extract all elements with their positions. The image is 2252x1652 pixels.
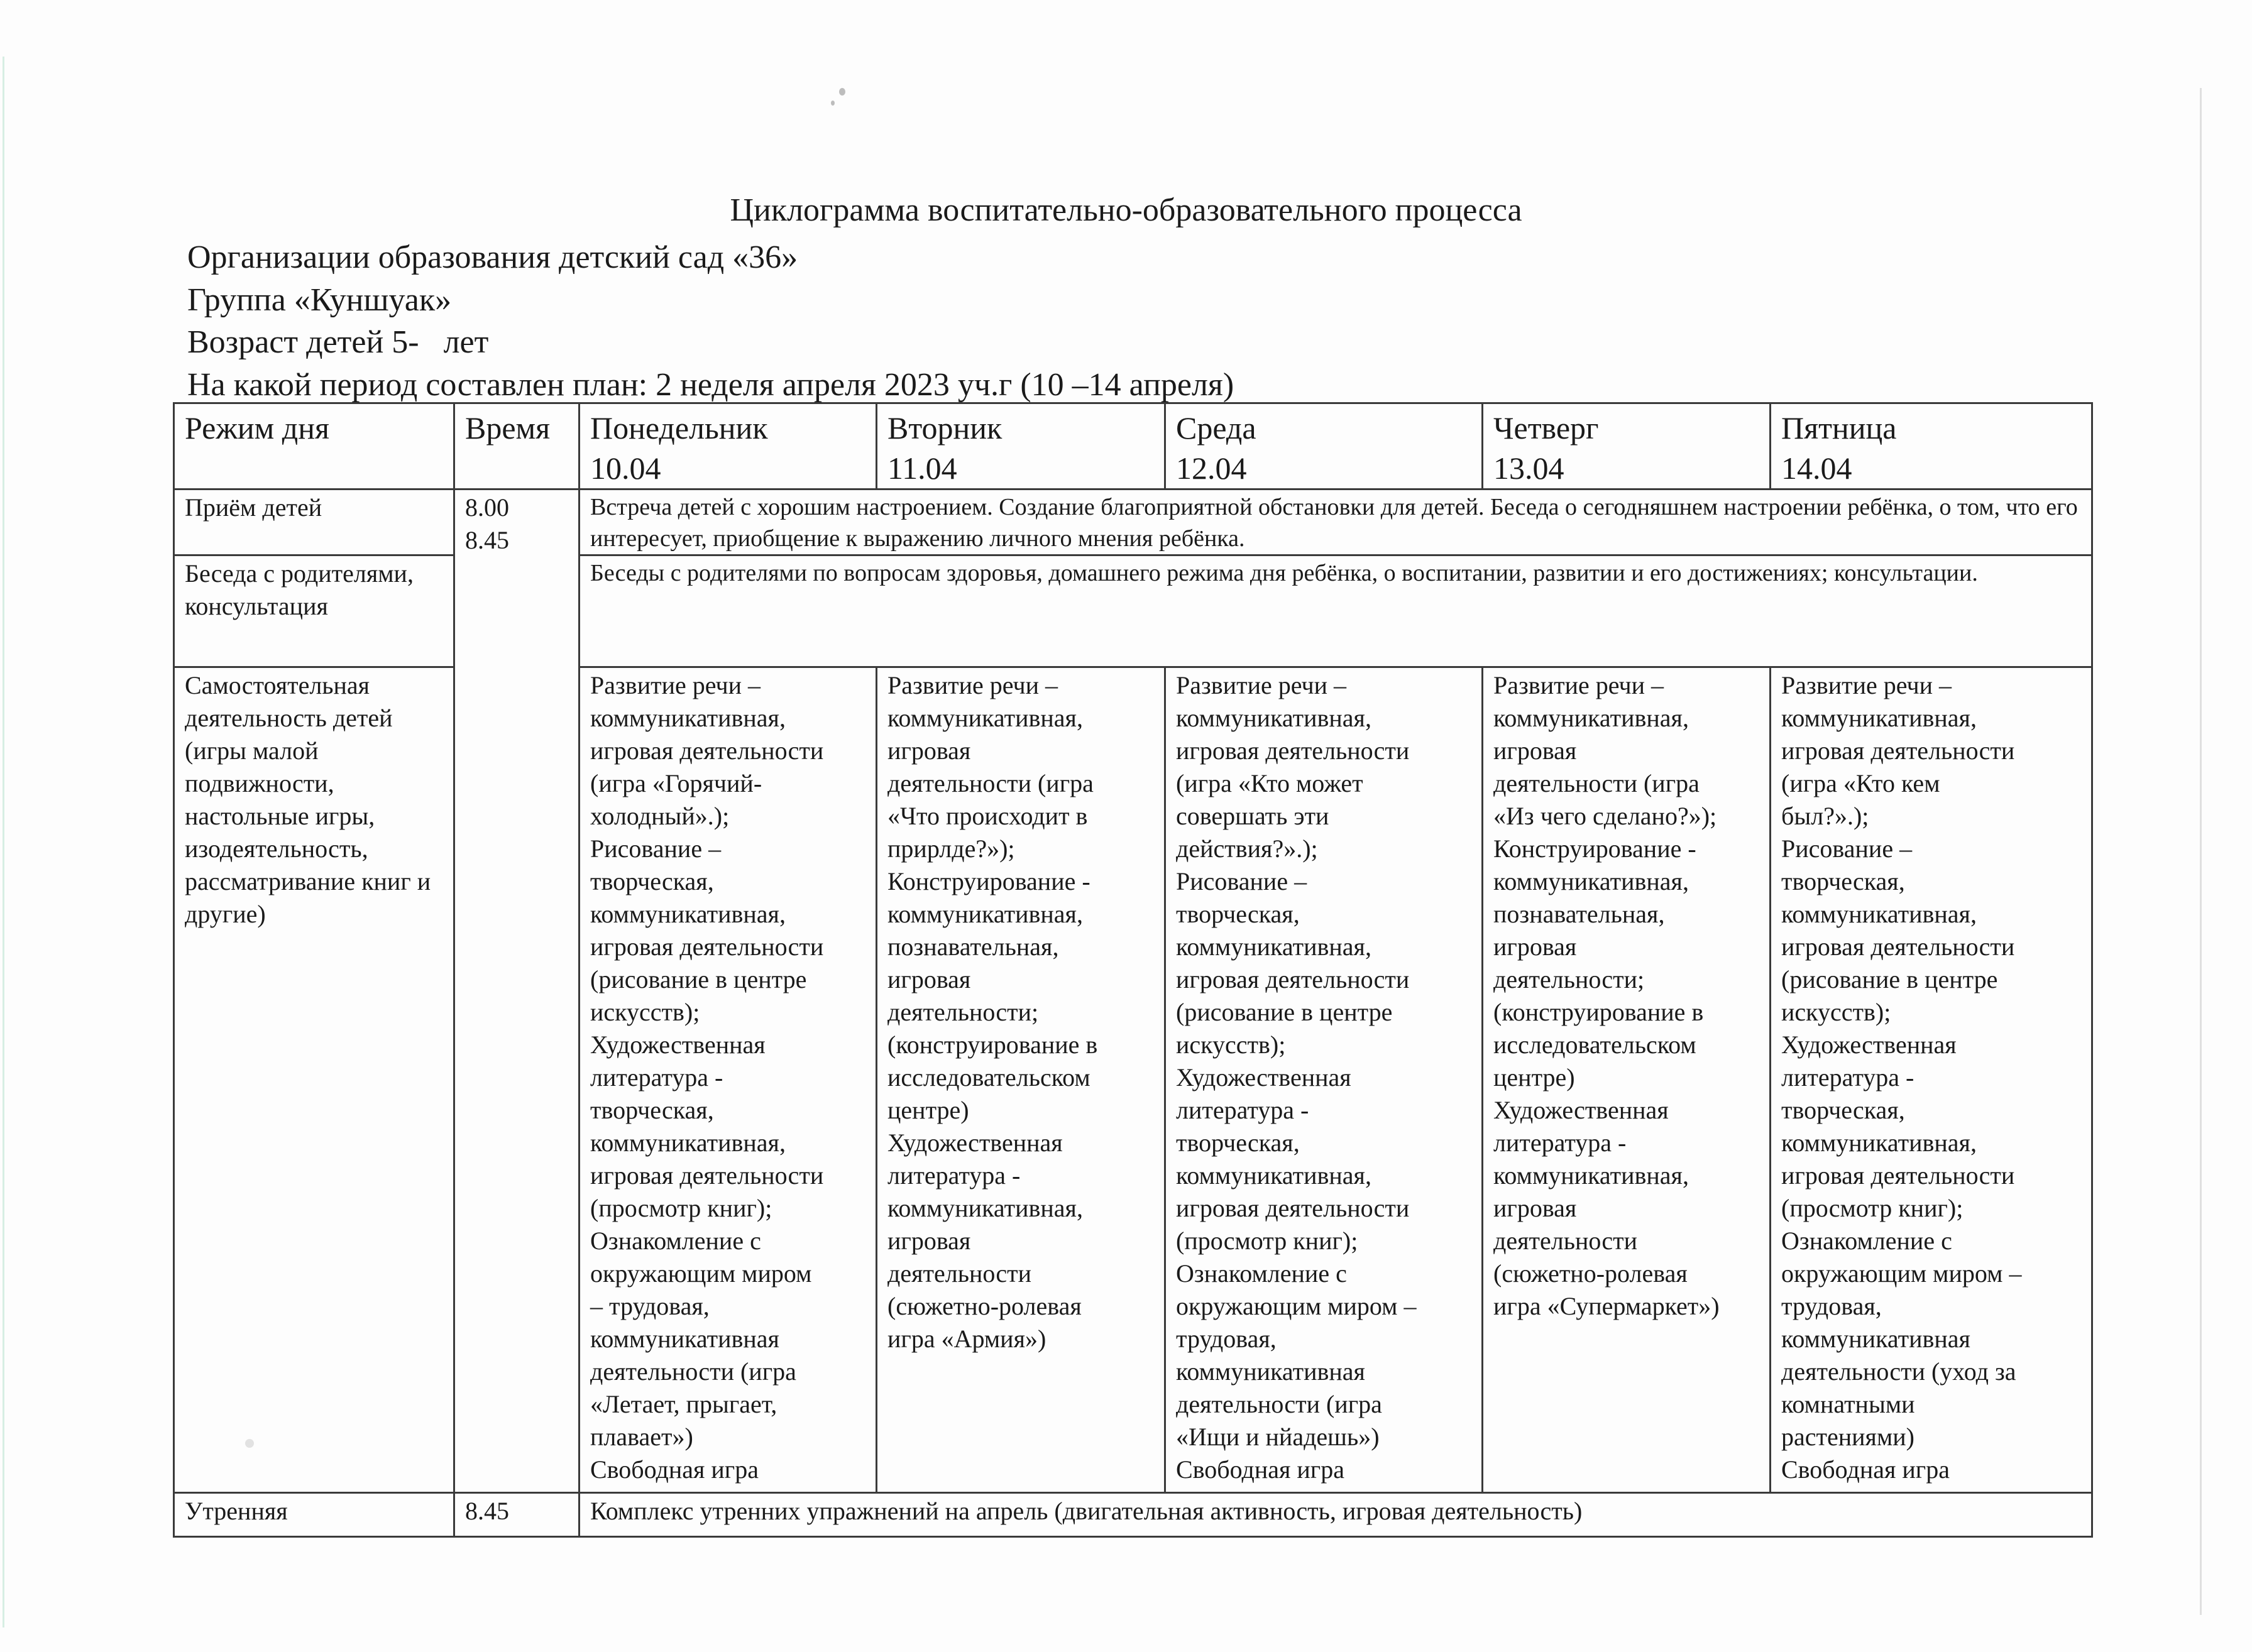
activity-line: (игра «Кто может: [1176, 769, 1363, 797]
activity-line: деятельности;: [887, 998, 1039, 1026]
parents-text: Беседы с родителями по вопросам здоровья, домашнего режима дня ребёнка, о воспитании, развитии и его достижениях; консультации.: [579, 555, 2092, 667]
day-date: 13.04: [1493, 451, 1564, 486]
activity-line: исследовательском: [887, 1063, 1090, 1091]
friday-activities: [1771, 667, 2092, 1493]
activity-line: игра «Армия»): [887, 1325, 1046, 1353]
activity-line: познавательная,: [887, 933, 1059, 961]
activity-line: коммуникативная,: [1176, 704, 1371, 732]
day-name: Четверг: [1493, 410, 1599, 446]
header-day-monday: [579, 403, 877, 490]
activity-line: игровая: [887, 965, 971, 993]
header-regime: Режим дня: [174, 403, 454, 490]
activity-line: (просмотр книг);: [1176, 1227, 1358, 1255]
reception-row: [174, 490, 2092, 555]
activity-line: коммуникативная,: [1493, 704, 1689, 732]
scan-speck: [831, 101, 835, 106]
activity-line: игровая: [1493, 736, 1577, 765]
independent-label: Самостоятельная деятельность детей (игры малой подвижности, настольные игры, изодеятельность, рассматривание книг и другие): [174, 667, 454, 1493]
table-header-row: [174, 403, 2092, 490]
activity-line: Свободная игра: [590, 1455, 759, 1484]
day-name: Вторник: [887, 410, 1002, 446]
activity-line: трудовая,: [1176, 1325, 1277, 1353]
thursday-activities: [1483, 667, 1771, 1493]
activity-line: (рисование в центре: [1781, 965, 1998, 993]
activity-line: творческая,: [1176, 1129, 1300, 1157]
activity-line: коммуникативная,: [590, 704, 786, 732]
activity-line: деятельности (игра: [1493, 769, 1700, 797]
header-day-friday: [1771, 403, 2092, 490]
activity-line: коммуникативная,: [887, 900, 1083, 928]
activity-line: трудовая,: [1781, 1292, 1882, 1320]
activity-line: Свободная игра: [1781, 1455, 1950, 1484]
activity-line: коммуникативная: [1781, 1325, 1970, 1353]
age-line: Возраст детей 5- лет: [187, 324, 489, 360]
activity-line: окружающим миром –: [1176, 1292, 1417, 1320]
activity-line: искусств);: [590, 998, 700, 1026]
activity-line: (просмотр книг);: [1781, 1194, 1964, 1222]
activity-line: растениями): [1781, 1423, 1914, 1451]
activity-line: (сюжетно-ролевая: [1493, 1259, 1688, 1288]
activity-line: коммуникативная,: [887, 1194, 1083, 1222]
activity-line: действия?».);: [1176, 834, 1318, 863]
activity-line: игровая деятельности: [1176, 1194, 1410, 1222]
reception-label: Приём детей: [174, 490, 454, 555]
period-line: На какой период составлен план: 2 неделя апреля 2023 уч.г (10 –14 апреля): [187, 367, 1234, 403]
activity-line: коммуникативная,: [1781, 704, 1977, 732]
activity-line: холодный».);: [590, 802, 730, 830]
activity-line: был?».);: [1781, 802, 1869, 830]
activity-line: прирлде?»);: [887, 834, 1015, 863]
day-name: Среда: [1176, 410, 1256, 446]
activity-line: (игра «Кто кем: [1781, 769, 1940, 797]
reception-text: Встреча детей с хорошим настроением. Создание благоприятной обстановки для детей. Беседа о сегодняшнем настроении ребёнка, о том, что его интересует, приобщение к выражению личного мнения ребёнка.: [579, 490, 2092, 555]
activity-line: Рисование –: [1781, 834, 1913, 863]
activity-line: деятельности (игра: [1176, 1390, 1382, 1418]
activity-line: Конструирование -: [887, 867, 1090, 895]
activity-line: игровая деятельности: [1176, 965, 1410, 993]
schedule-table: [173, 402, 2093, 1538]
day-date: 14.04: [1781, 451, 1852, 486]
activity-line: «Летает, прыгает,: [590, 1390, 777, 1418]
day-date: 12.04: [1176, 451, 1247, 486]
group-line: Группа «Куншуак»: [187, 282, 452, 318]
activity-line: коммуникативная,: [1176, 933, 1371, 961]
activity-line: Свободная игра: [1176, 1455, 1344, 1484]
activity-line: литература -: [1781, 1063, 1914, 1091]
activity-line: Развитие речи –: [1493, 671, 1664, 699]
activity-line: коммуникативная,: [590, 1129, 786, 1157]
activity-line: Художественная: [1176, 1063, 1351, 1091]
activity-line: деятельности (игра: [887, 769, 1094, 797]
activity-line: Рисование –: [1176, 867, 1307, 895]
day-name: Понедельник: [590, 410, 768, 446]
activity-line: коммуникативная,: [1781, 1129, 1977, 1157]
activity-line: творческая,: [590, 1096, 714, 1124]
scan-edge-left: [3, 57, 4, 1627]
activity-line: литература -: [590, 1063, 723, 1091]
organization-line: Организации образования детский сад «36»: [187, 239, 798, 275]
time-start: 8.00: [465, 493, 509, 522]
activity-line: (сюжетно-ролевая: [887, 1292, 1082, 1320]
activity-line: Развитие речи –: [1176, 671, 1347, 699]
activity-line: литература -: [1493, 1129, 1627, 1157]
activity-line: игровая деятельности: [1781, 933, 2015, 961]
morning-row: [174, 1493, 2092, 1537]
activity-line: «Ищи и нйадешь»): [1176, 1423, 1380, 1451]
morning-text: Комплекс утренних упражнений на апрель (двигательная активность, игровая деятельность): [579, 1493, 2092, 1537]
activity-line: игровая деятельности: [1781, 736, 2015, 765]
header-day-thursday: [1483, 403, 1771, 490]
activity-line: коммуникативная,: [1493, 1161, 1689, 1190]
activity-line: искусств);: [1781, 998, 1891, 1026]
time-end: 8.45: [465, 526, 509, 554]
activity-line: центре): [887, 1096, 969, 1124]
activity-line: Ознакомление с: [1781, 1227, 1952, 1255]
activity-line: коммуникативная,: [1176, 1161, 1371, 1190]
activity-line: Развитие речи –: [1781, 671, 1952, 699]
activity-line: деятельности (уход за: [1781, 1357, 2016, 1386]
activity-line: Художественная: [590, 1031, 766, 1059]
activity-line: совершать эти: [1176, 802, 1329, 830]
activity-line: плавает»): [590, 1423, 693, 1451]
activity-line: Художественная: [1781, 1031, 1957, 1059]
parents-label: Беседа с родителями, консультация: [174, 555, 454, 667]
activity-line: коммуникативная,: [1781, 900, 1977, 928]
morning-time: 8.45: [454, 1493, 579, 1537]
activity-line: литература -: [1176, 1096, 1309, 1124]
activity-line: игровая: [1493, 1194, 1577, 1222]
day-name: Пятница: [1781, 410, 1897, 446]
header-time: Время: [454, 403, 579, 490]
activity-line: Художественная: [1493, 1096, 1669, 1124]
activity-line: коммуникативная: [1176, 1357, 1365, 1386]
activity-line: коммуникативная: [590, 1325, 779, 1353]
document-title: Циклограмма воспитательно-образовательного процесса: [730, 192, 1522, 228]
activity-line: (конструирование в: [1493, 998, 1704, 1026]
header-day-tuesday: [877, 403, 1165, 490]
activity-line: (рисование в центре: [1176, 998, 1393, 1026]
tuesday-activities: [877, 667, 1165, 1493]
activity-line: (игра «Горячий-: [590, 769, 762, 797]
activity-line: Развитие речи –: [887, 671, 1058, 699]
morning-label: Утренняя: [174, 1493, 454, 1537]
activity-line: – трудовая,: [590, 1292, 710, 1320]
activity-line: игровая: [887, 736, 971, 765]
activity-line: (конструирование в: [887, 1031, 1098, 1059]
activity-line: творческая,: [1781, 1096, 1905, 1124]
scan-edge-right: [2200, 88, 2202, 1615]
activity-line: (просмотр книг);: [590, 1194, 772, 1222]
activity-line: исследовательском: [1493, 1031, 1696, 1059]
activity-line: деятельности: [887, 1259, 1031, 1288]
activity-line: творческая,: [1781, 867, 1905, 895]
activity-line: деятельности (игра: [590, 1357, 796, 1386]
activity-line: Ознакомление с: [1176, 1259, 1347, 1288]
activity-line: игра «Супермаркет»): [1493, 1292, 1720, 1320]
day-date: 11.04: [887, 451, 957, 486]
activity-line: деятельности;: [1493, 965, 1645, 993]
activity-line: Развитие речи –: [590, 671, 761, 699]
activity-line: творческая,: [590, 867, 714, 895]
activity-line: комнатными: [1781, 1390, 1915, 1418]
activity-line: коммуникативная,: [887, 704, 1083, 732]
activity-line: искусств);: [1176, 1031, 1286, 1059]
activity-line: Конструирование -: [1493, 834, 1696, 863]
activity-line: игровая: [887, 1227, 971, 1255]
header-day-wednesday: [1165, 403, 1483, 490]
day-date: 10.04: [590, 451, 661, 486]
monday-activities: [579, 667, 877, 1493]
activity-line: Рисование –: [590, 834, 722, 863]
activity-line: «Из чего сделано?»);: [1493, 802, 1717, 830]
activity-line: творческая,: [1176, 900, 1300, 928]
reception-time: [454, 490, 579, 1493]
activity-line: деятельности: [1493, 1227, 1637, 1255]
activity-line: игровая деятельности: [1176, 736, 1410, 765]
activity-line: окружающим миром: [590, 1259, 812, 1288]
activity-line: Ознакомление с: [590, 1227, 761, 1255]
activity-line: игровая деятельности: [590, 1161, 824, 1190]
activity-line: познавательная,: [1493, 900, 1665, 928]
activity-line: центре): [1493, 1063, 1575, 1091]
activity-line: игровая: [1493, 933, 1577, 961]
activity-line: игровая деятельности: [1781, 1161, 2015, 1190]
wednesday-activities: [1165, 667, 1483, 1493]
activity-line: (рисование в центре: [590, 965, 807, 993]
activity-line: коммуникативная,: [590, 900, 786, 928]
activity-line: литература -: [887, 1161, 1021, 1190]
activity-line: игровая деятельности: [590, 736, 824, 765]
activity-line: коммуникативная,: [1493, 867, 1689, 895]
activity-line: Художественная: [887, 1129, 1063, 1157]
activity-line: игровая деятельности: [590, 933, 824, 961]
activity-line: окружающим миром –: [1781, 1259, 2022, 1288]
activity-line: «Что происходит в: [887, 802, 1088, 830]
scan-speck: [839, 88, 845, 96]
